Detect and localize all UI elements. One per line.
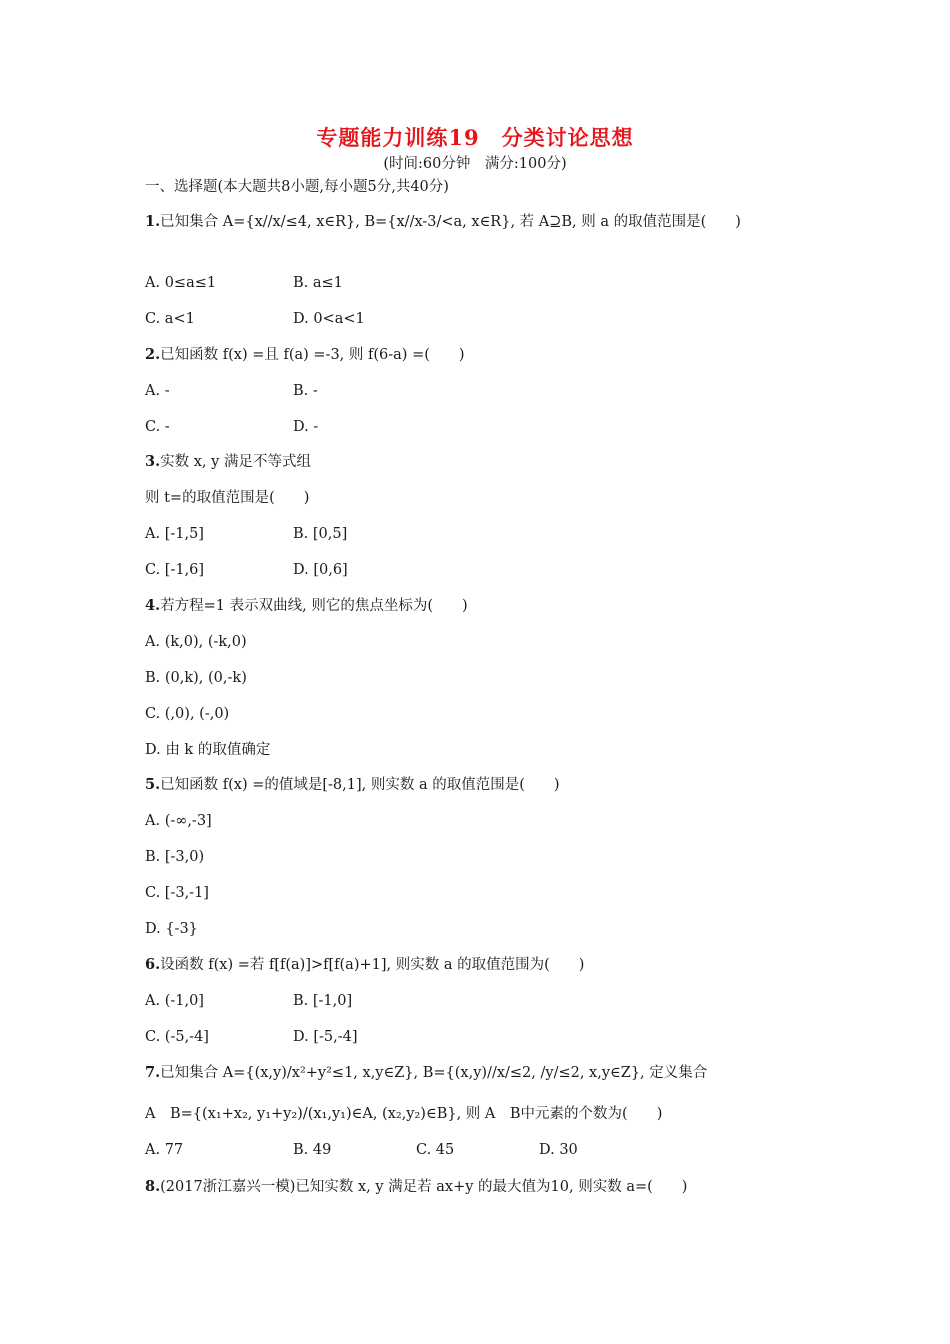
- question-text: 已知函数 f(x) =且 f(a) =-3, 则 f(6-a) =( ): [160, 347, 465, 363]
- option-a: A. (-1,0]: [145, 993, 204, 1009]
- option-d: D. 由 k 的取值确定: [145, 742, 271, 758]
- question-text: (2017浙江嘉兴一模)已知实数 x, y 满足若 ax+y 的最大值为10, 则实数 a=( ): [160, 1179, 688, 1195]
- question-4: [145, 597, 468, 615]
- option-c: C. -: [145, 419, 170, 435]
- question-number: 7.: [145, 1064, 161, 1081]
- option-b: B. [-1,0]: [293, 993, 353, 1009]
- option-a: A. [-1,5]: [145, 526, 204, 542]
- question-8: [145, 1178, 687, 1196]
- option-c: C. a<1: [145, 311, 195, 327]
- option-d: D. [0,6]: [293, 562, 348, 578]
- option-b: B. 49: [293, 1142, 332, 1158]
- question-7-continued: A B={(x₁+x₂, y₁+y₂)/(x₁,y₁)∈A, (x₂,y₂)∈B}, 则 A B中元素的个数为( ): [145, 1106, 663, 1122]
- option-c: C. (-5,-4]: [145, 1029, 209, 1045]
- question-5: [145, 776, 560, 794]
- question-text: 已知集合 A={x//x/≤4, x∈R}, B={x//x-3/<a, x∈R}, 若 A⊇B, 则 a 的取值范围是( ): [160, 214, 741, 230]
- option-c: C. [-1,6]: [145, 562, 205, 578]
- option-a: A. 77: [145, 1142, 184, 1158]
- option-b: B. (0,k), (0,-k): [145, 670, 247, 686]
- question-number: 8.: [145, 1178, 161, 1195]
- question-7: [145, 1064, 707, 1082]
- question-number: 3.: [145, 453, 161, 470]
- option-a: A. -: [145, 383, 170, 399]
- page-subtitle: (时间:60分钟 满分:100分): [383, 156, 567, 172]
- question-number: 1.: [145, 213, 161, 230]
- question-text: 实数 x, y 满足不等式组: [160, 454, 311, 470]
- question-text: 已知集合 A={(x,y)/x²+y²≤1, x,y∈Z}, B={(x,y)//x/≤2, /y/≤2, x,y∈Z}, 定义集合: [160, 1065, 708, 1081]
- option-c: C. 45: [416, 1142, 455, 1158]
- option-a: A. (-∞,-3]: [145, 813, 212, 829]
- option-c: C. [-3,-1]: [145, 885, 209, 901]
- question-2: [145, 346, 465, 364]
- option-d: D. -: [293, 419, 319, 435]
- page-title: 专题能力训练19 分类讨论思想: [316, 125, 634, 150]
- section-heading: 一、选择题(本大题共8小题,每小题5分,共40分): [145, 179, 449, 195]
- option-b: B. [-3,0): [145, 849, 205, 865]
- question-3-continued: 则 t=的取值范围是( ): [145, 490, 310, 506]
- option-b: B. -: [293, 383, 318, 399]
- option-d: D. 0<a<1: [293, 311, 365, 327]
- question-text: 设函数 f(x) =若 f[f(a)]>f[f(a)+1], 则实数 a 的取值范围为( ): [160, 957, 585, 973]
- question-1: [145, 213, 741, 231]
- option-d: D. [-5,-4]: [293, 1029, 358, 1045]
- question-text: 已知函数 f(x) =的值域是[-8,1], 则实数 a 的取值范围是( ): [160, 777, 560, 793]
- question-number: 2.: [145, 346, 161, 363]
- question-number: 4.: [145, 597, 161, 614]
- option-a: A. (k,0), (-k,0): [145, 634, 247, 650]
- question-3: [145, 453, 311, 471]
- option-b: B. a≤1: [293, 275, 343, 291]
- option-a: A. 0≤a≤1: [145, 275, 217, 291]
- question-number: 5.: [145, 776, 161, 793]
- question-number: 6.: [145, 956, 161, 973]
- option-b: B. [0,5]: [293, 526, 348, 542]
- option-c: C. (,0), (-,0): [145, 706, 230, 722]
- question-6: [145, 956, 584, 974]
- question-text: 若方程=1 表示双曲线, 则它的焦点坐标为( ): [160, 598, 468, 614]
- option-d: D. 30: [539, 1142, 578, 1158]
- option-d: D. {-3}: [145, 921, 198, 937]
